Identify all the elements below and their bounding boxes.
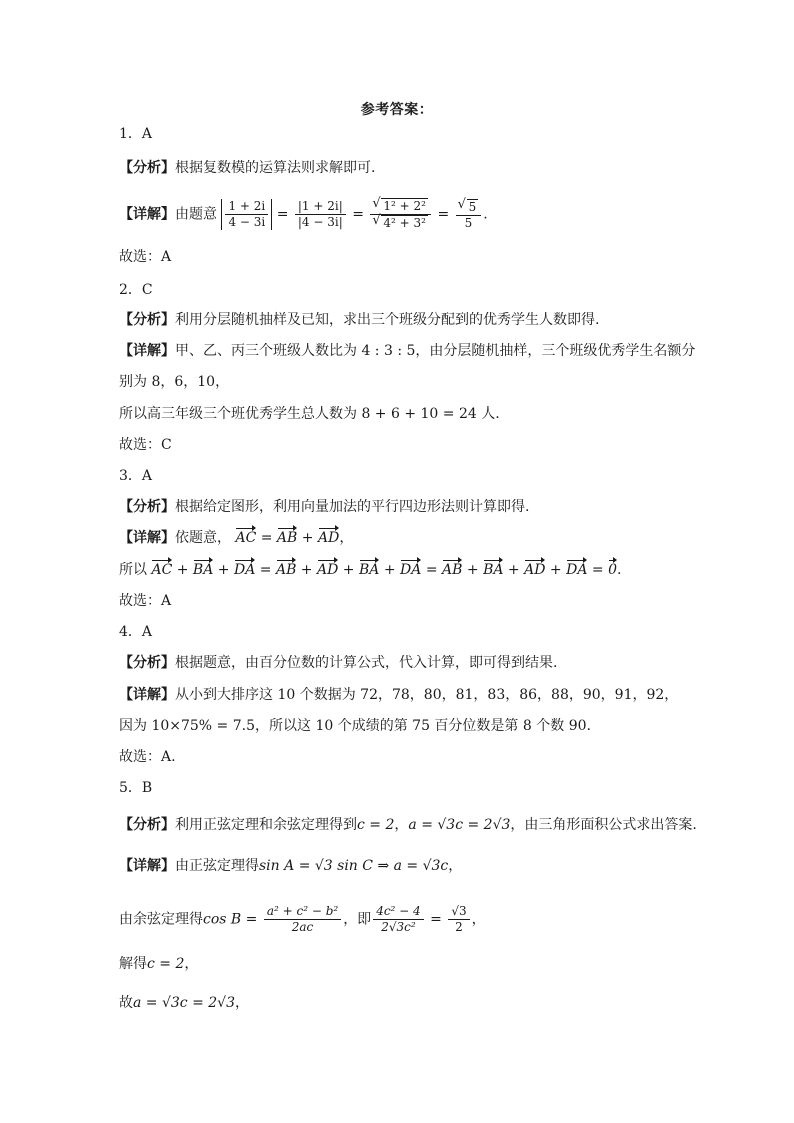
page-title: 参考答案：	[360, 102, 434, 118]
problem-2-analysis: 【分析】利用分层随机抽样及已知，求出三个班级分配到的优秀学生人数即得.	[119, 312, 600, 328]
problem-4-number: 4．A	[119, 624, 153, 640]
problem-3-number: 3．A	[119, 468, 153, 484]
problem-1-choice: 故选：A	[119, 249, 172, 265]
problem-3-detail-line-2: 所以 AC + BA + DA = AB + AD + BA + DA = AB + BA + AD + DA = 0.	[119, 562, 622, 578]
problem-3-detail-line-1: 【详解】依题意， AC = AB + AD，	[119, 530, 354, 546]
problem-4-analysis: 【分析】根据题意，由百分位数的计算公式，代入计算，即可得到结果.	[119, 655, 558, 671]
problem-5-analysis: 【分析】利用正弦定理和余弦定理得到c = 2，a = √3c = 2√3，由三角形面积公式求出答案.	[119, 817, 697, 833]
problem-2-detail-line-1: 【详解】甲、乙、丙三个班级人数比为 4 : 3 : 5，由分层随机抽样，三个班级优秀学生名额分	[119, 343, 696, 359]
problem-5-detail-line-3: 解得c = 2，	[119, 956, 199, 972]
problem-4-choice: 故选：A.	[119, 749, 176, 765]
problem-1-detail: 【详解】由题意 $\frac{1 + 2i}{4 - 3i}$ = $\frac{|1 + 2i|}{|4 - 3i|}$ = √ 1² + 2² √ 4² + 3² = √ $\frac{5}{5}$ .	[119, 198, 488, 231]
problem-2-choice: 故选：C	[119, 437, 172, 453]
problem-5-detail-line-1: 【详解】由正弦定理得sin A = √3 sin C ⇒ a = √3c，	[119, 858, 463, 874]
problem-5-number: 5．B	[119, 780, 153, 796]
problem-1-number: 1．A	[119, 126, 153, 142]
problem-2-detail-line-2: 别为 8，6，10，	[119, 374, 230, 390]
problem-3-analysis: 【分析】根据给定图形，利用向量加法的平行四边形法则计算即得.	[119, 499, 530, 515]
problem-5-detail-line-4: 故a = √3c = 2√3，	[119, 995, 250, 1011]
problem-2-detail-line-3: 所以高三年级三个班优秀学生总人数为 8 + 6 + 10 = 24 人.	[119, 406, 500, 422]
problem-3-choice: 故选：A	[119, 593, 172, 609]
problem-1-analysis: 【分析】根据复数模的运算法则求解即可.	[119, 160, 376, 176]
problem-4-detail-line-2: 因为 10×75% = 7.5，所以这 10 个成绩的第 75 百分位数是第 8 个数 90.	[119, 718, 591, 734]
problem-4-detail-line-1: 【详解】从小到大排序这 10 个数据为 72，78，80，81，83，86，88，90，91，92，	[119, 687, 679, 703]
problem-5-detail-line-2: 由余弦定理得cos B = $\frac{\text{a² + c² − b²}}{2ac}$ ，即 $\frac{\text{4c² − 4}}{\text{2√3c²}}$ = $\frac{√3}{2}$ ，	[119, 904, 486, 934]
problem-2-number: 2．C	[119, 282, 153, 298]
